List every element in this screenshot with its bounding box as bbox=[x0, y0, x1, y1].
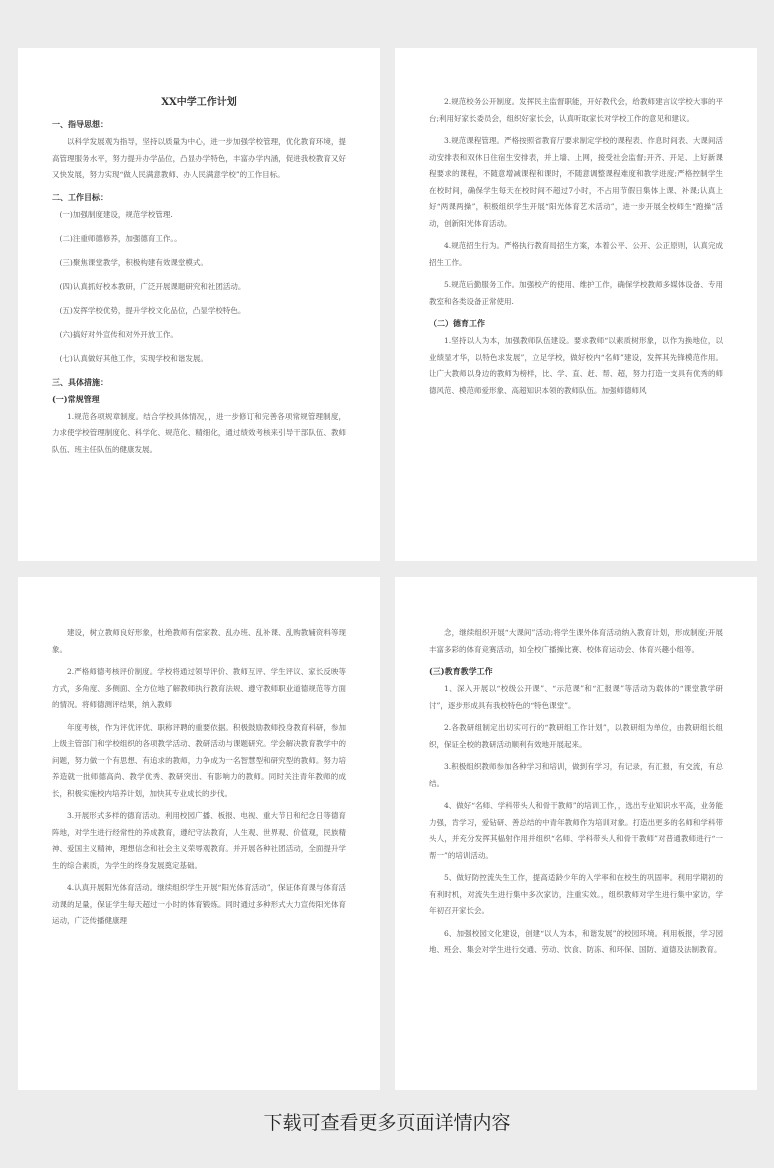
goal-item: (三)聚焦课堂教学，积极构建有效课堂模式。 bbox=[59, 257, 208, 267]
paragraph: 3.开展形式多样的德育活动。利用校园广播、板报、电视、重大节日和纪念日等德育阵地，对学生进行经常性的养成教育，遵纪守法教育，人生观、世界观、价值观，民族精神、爱国主义精神，理想信念和社会主义荣辱观教育。并开展各种社团活动，全面提升学生的综合素质，为学生的终身发展奠定基础。 bbox=[52, 811, 346, 870]
paragraph: 建设，树立教师良好形象，杜绝教师有偿家教、乱办班、乱补课、乱购教辅资料等现象。 bbox=[52, 628, 346, 654]
paragraph: 念，继续组织开展“大课间”活动;将学生课外体育活动纳入教育计划，形成制度;开展丰富多彩的体育竞赛活动，如全校广播操比赛、校体育运动会、体育兴趣小组等。 bbox=[429, 628, 723, 654]
paragraph: 1、深入开展以“校级公开课”、“示范课”和“汇报课”等活动为载体的“课堂教学研讨”，逐步形成具有我校特色的“特色课堂”。 bbox=[429, 684, 723, 710]
subsection-heading-routine: (一)常规管理 bbox=[52, 393, 100, 404]
section-heading-measures: 三、具体措施： bbox=[52, 376, 108, 387]
goal-item: (二)注重师德修养，加强德育工作。。 bbox=[59, 233, 182, 243]
paragraph: 3.积极组织教师参加各种学习和培训，做到有学习，有记录，有汇报，有交流，有总结。 bbox=[429, 762, 723, 788]
paragraph: 1.坚持以人为本，加强教师队伍建设。要求教师“以素质树形象，以作为换地位，以业绩显才华，以特色求发展”，立足学校，做好校内“名师”建设，发挥其先锋模范作用。让广大教师以身边的教师为榜样，比、学、直、赶、帮、超，努力打造一支具有优秀的师德风范、模范师爱形象、高超知识本领的教师队伍。加强师德师风 bbox=[429, 336, 723, 395]
paragraph: 3.规范课程管理。严格按照省教育厅要求制定学校的课程表、作息时间表、大课间活动安排表和双休日住宿生安排表，并上墙、上网，接受社会监督;开齐、开足、上好新课程要求的课程，不随意增减课程和课时，不随意调整课程难度和教学进度;严格控制学生在校时间，确保学生每天在校时间不超过7小时，不占用节假日集体上课、补课;认真上好“两课两操”，积极组织学生开展“阳光体育艺术活动”，进一步开展全校师生“跑操”活动，创新阳光体育活动。 bbox=[429, 136, 723, 228]
document-page-4 bbox=[395, 577, 757, 1090]
goal-item: (一)加强制度建设，规范学校管理. bbox=[59, 209, 173, 219]
section-heading-goals: 二、工作目标： bbox=[52, 191, 108, 202]
goal-item: (四)认真抓好校本教研，广泛开展课题研究和社团活动。 bbox=[59, 281, 246, 291]
subsection-heading-moral: （二）德育工作 bbox=[429, 318, 485, 328]
document-page-3 bbox=[18, 577, 380, 1090]
document-page-2 bbox=[395, 48, 757, 561]
document-title: XX中学工作计划 bbox=[161, 97, 237, 108]
paragraph: 4、做好“名师、学科带头人和骨干教师”的培训工作，，选出专业知识水平高，业务能力强，肯学习，爱钻研、善总结的中青年教师作为培训对象。打造出更多的名师和学科带头人，并充分发挥其榀射作用并组织“名师、学科带头人和骨干教师”对普通教师进行“一帮一”的培训活动。 bbox=[429, 801, 723, 860]
paragraph: 2.严格师德考核评价制度。学校将通过领导评价、教师互评、学生评议、家长反映等方式，多角度、多侧面、全方位地了解教师执行教育法规、遵守教师职业道德规范等方面的情况。将师德测评结果，纳入教师 bbox=[52, 667, 346, 709]
paragraph: 4.认真开展阳光体育活动。继续组织学生开展“阳光体育活动”，保证体育课与体育活动课的足量，保证学生每天超过一小时的体育锻炼。同时通过多种形式大力宣传阳光体育运动，广泛传播健康理 bbox=[52, 883, 346, 925]
paragraph: 1.规范各项规章制度。结合学校具体情况，，进一步修订和完善各项常规管理制度，力求使学校管理制度化、科学化、规范化、精细化，通过绩效考核来引导干部队伍、教师队伍、班主任队伍的健康发展。 bbox=[52, 411, 346, 454]
download-prompt[interactable]: 下载可查看更多页面详情内容 bbox=[263, 1112, 511, 1134]
paragraph: 以科学发展观为指导，坚持以质量为中心，进一步加强学校管理，优化教育环境，提高管理服务水平，努力提升办学品位，凸显办学特色，丰富办学内涵，促进我校教育又好又快发展，努力实现“做人民满意教师、办人民满意学校”的工作目标。 bbox=[52, 137, 346, 179]
paragraph: 年度考核，作为评优评优、职称评聘的重要依据。积极鼓励教师投身教育科研，参加上级主管部门和学校组织的各项教学活动、教研活动与课题研究。学会解决教育教学中的问题，努力做一个有思想、有追求的教师，力争成为一名智慧型和研究型的教师。努力培养造就一批师德高尚、教学优秀、教研突出、有影响力的教师。同时关注青年教师的成长，积极实施校内培养计划，加快其专业成长的步伐。 bbox=[52, 722, 346, 798]
paragraph: 2.规范校务公开制度。发挥民主监督职能，开好教代会，给教师建言议学校大事的平台;利用好家长委员会，组织好家长会，认真听取家长对学校工作的意见和建议。 bbox=[429, 97, 723, 123]
paragraph: 6、加强校园文化建设，创建“以人为本，和谐发展”的校园环境。利用板报，学习园地、班会、集会对学生进行交通、劳动、饮食、防冻、和环保、国防、道德及法制教育。 bbox=[429, 928, 723, 954]
paragraph: 4.规范招生行为。严格执行教育局招生方案，本着公平、公开、公正原则，认真完成招生工作。 bbox=[429, 241, 723, 267]
subsection-heading-teaching: (三)教育教学工作 bbox=[429, 666, 493, 676]
goal-item: (五)发挥学校优势，提升学校文化品位，凸显学校特色。 bbox=[59, 305, 246, 315]
goal-item: (七)认真做好其他工作，实现学校和谐发展。 bbox=[59, 353, 208, 363]
document-page-1 bbox=[18, 48, 380, 561]
paragraph: 5、做好防控流失生工作，提高适龄少年的入学率和在校生的巩固率。利用学期初的有利时机，对流失生进行集中多次家访，注重实效。，组织教师对学生进行集中家访，学年初召开家长会。 bbox=[429, 873, 723, 915]
section-heading-guiding-thought: 一、指导思想： bbox=[52, 119, 108, 129]
paragraph: 2.各教研组制定出切实可行的“教研组工作计划”，以教研组为单位，由教研组长组织，保证全校的教研活动顺利有效地开展起来。 bbox=[429, 723, 723, 749]
paragraph: 5.规范后勤服务工作。加强校产的使用、维护工作，确保学校教师多媒体设备、专用教室和各类设备正常使用. bbox=[429, 280, 723, 306]
goal-item: (六)搞好对外宣传和对外开放工作。 bbox=[59, 329, 178, 339]
